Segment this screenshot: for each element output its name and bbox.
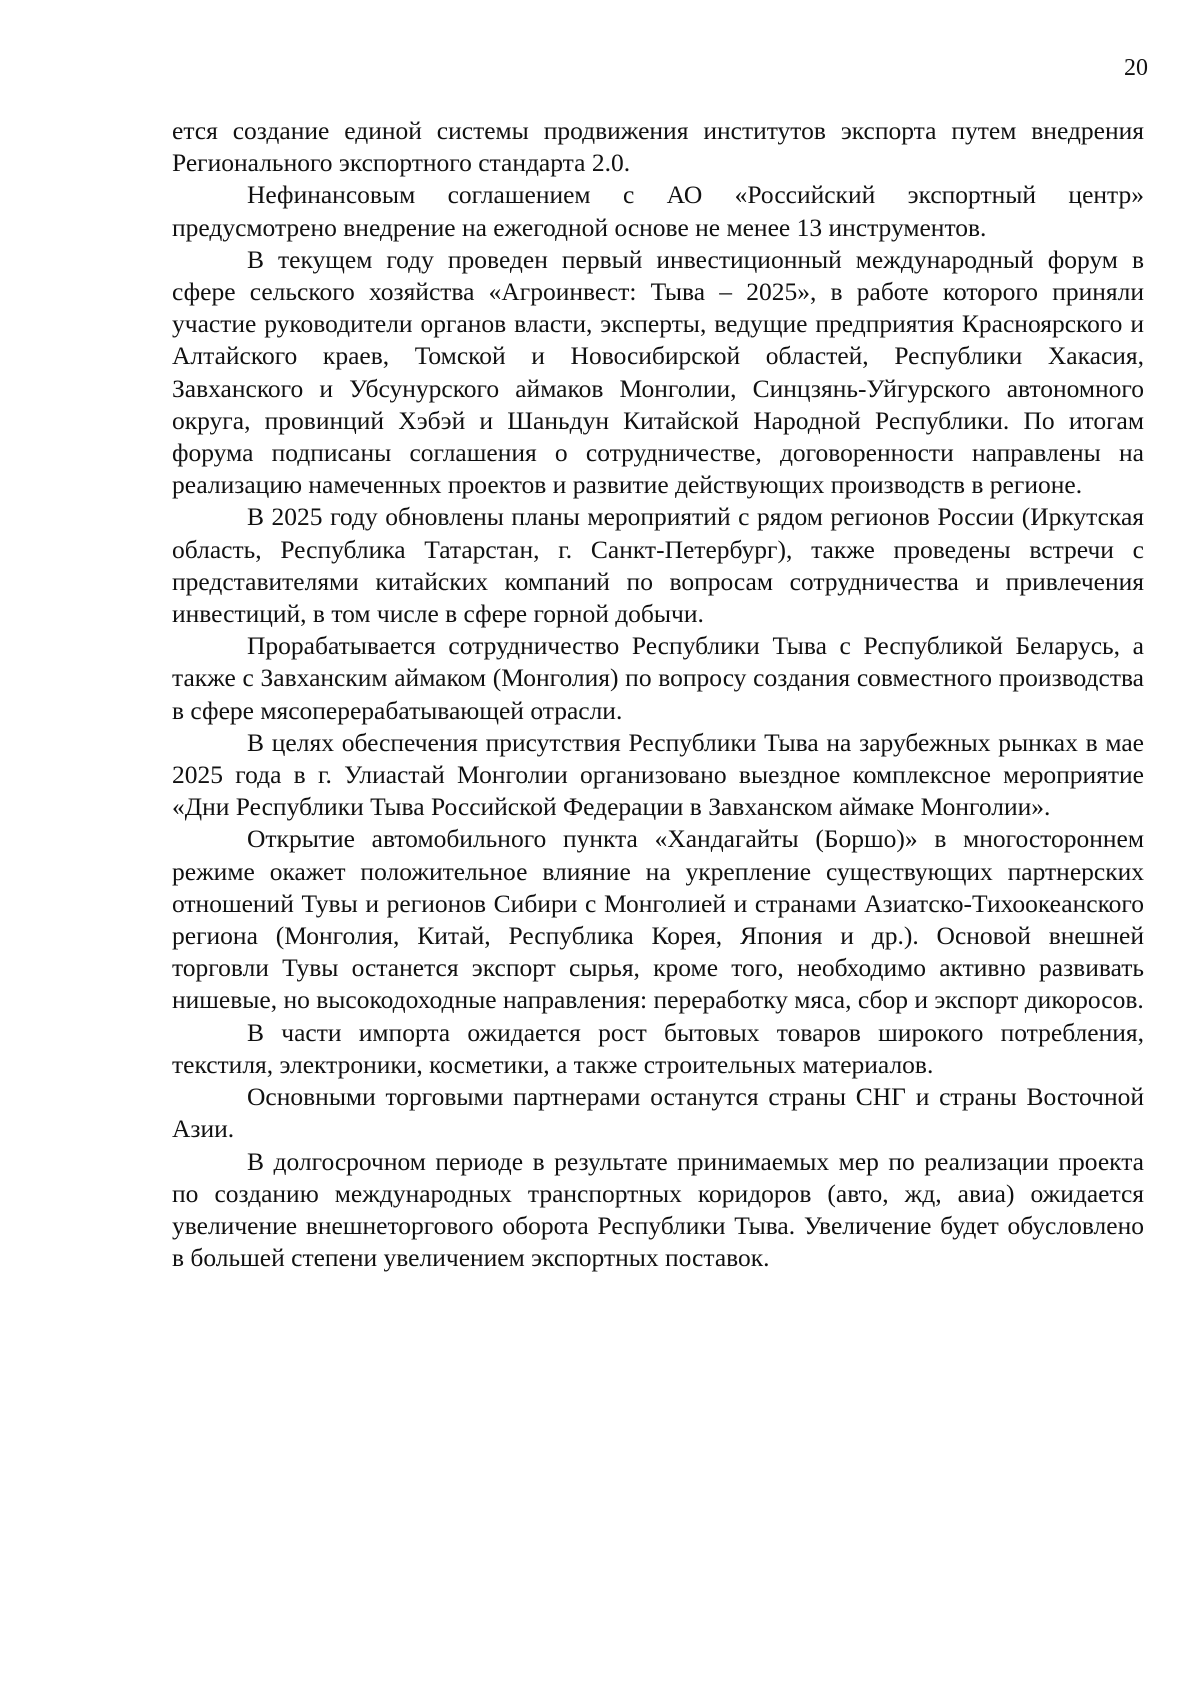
paragraph-agroinvest-forum: В текущем году проведен первый инвестиционный международный форум в сфере сельского хозяйства «Агроинвест: Тыва – 2025», в работе которого приняли участие руководители органов власти, эксперты, ведущие предприятия Красноярского и Алтайского краев, Томской и Новосибирской областей, Республики Хакасия, Завханского и Убсунурского аймаков Монголии, Синцзянь-Уйгурского автономного округа, провинций Хэбэй и Шаньдун Китайской Народной Республики. По итогам форума подписаны соглашения о сотрудничестве, договоренности направлены на реализацию намеченных проектов и развитие действующих производств в регионе. [172, 244, 1144, 500]
paragraph-belarus-cooperation: Прорабатывается сотрудничество Республики Тыва с Республикой Беларусь, а также с Завханским аймаком (Монголия) по вопросу создания совместного производства в сфере мясоперерабатывающей отрасли. [172, 631, 1144, 725]
paragraph-continuation: ется создание единой системы продвижения институтов экспорта путем внедрения Регионального экспортного стандарта 2.0. [172, 116, 1144, 178]
paragraph-export-center-agreement: Нефинансовым соглашением с АО «Российский экспортный центр» предусмотрено внедрение на ежегодной основе не менее 13 инструментов. [172, 180, 1144, 242]
paragraph-import-growth: В части импорта ожидается рост бытовых товаров широкого потребления, текстиля, электроники, косметики, а также строительных материалов. [172, 1017, 1144, 1079]
paragraph-khandagaity-checkpoint: Открытие автомобильного пункта «Хандагайты (Боршо)» в многостороннем режиме окажет положительное влияние на укрепление существующих партнерских отношений Тувы и регионов Сибири с Монголией и странами Азиатско-Тихоокеанского региона (Монголия, Китай, Республика Корея, Япония и др.). Основой внешней торговли Тувы останется экспорт сырья, кроме того, необходимо активно развивать нишевые, но высокодоходные направления: переработку мяса, сбор и экспорт дикоросов. [172, 824, 1144, 1015]
paragraph-regional-plans: В 2025 году обновлены планы мероприятий с рядом регионов России (Иркутская область, Республика Татарстан, г. Санкт-Петербург), также проведены встречи с представителями китайских компаний по вопросам сотрудничества и привлечения инвестиций, в том числе в сфере горной добычи. [172, 502, 1144, 629]
paragraph-long-term-outlook: В долгосрочном периоде в результате принимаемых мер по реализации проекта по созданию международных транспортных коридоров (авто, жд, авиа) ожидается увеличение внешнеторгового оборота Республики Тыва. Увеличение будет обусловлено в большей степени увеличением экспортных поставок. [172, 1146, 1144, 1273]
document-body [172, 115, 1144, 1274]
paragraph-trade-partners: Основными торговыми партнерами останутся страны СНГ и страны Восточной Азии. [172, 1082, 1144, 1144]
paragraph-tuva-days-mongolia: В целях обеспечения присутствия Республики Тыва на зарубежных рынках в мае 2025 года в г. Улиастай Монголии организовано выездное комплексное мероприятие «Дни Республики Тыва Российской Федерации в Завханском аймаке Монголии». [172, 727, 1144, 822]
page-number: 20 [1124, 55, 1148, 81]
